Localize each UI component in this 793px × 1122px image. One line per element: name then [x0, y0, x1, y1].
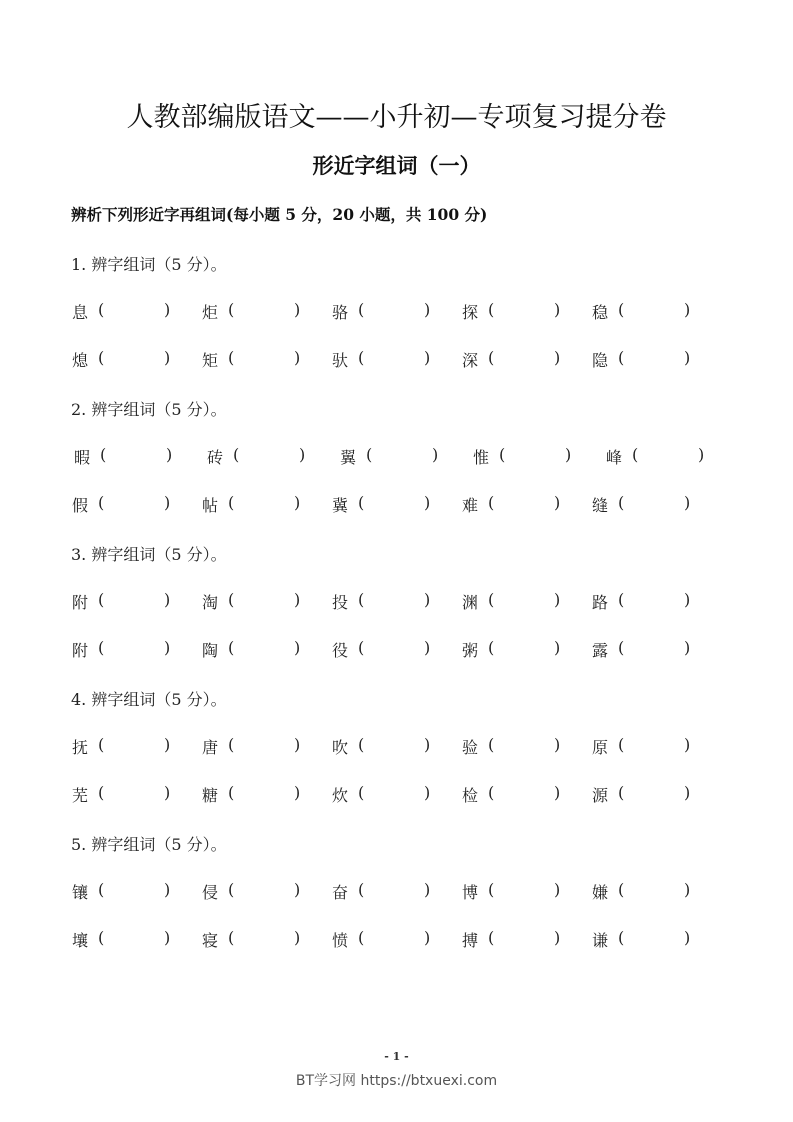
target-character: 深 — [462, 351, 479, 370]
open-paren: ( — [98, 880, 105, 899]
target-character: 探 — [462, 303, 479, 322]
target-character: 稳 — [592, 303, 609, 322]
open-paren: ( — [358, 735, 365, 754]
target-character: 陶 — [202, 641, 219, 660]
character-row — [0, 300, 793, 324]
target-character: 芜 — [72, 786, 89, 805]
character-row — [0, 493, 793, 517]
target-character: 吹 — [332, 738, 349, 757]
close-paren: ) — [294, 348, 301, 367]
target-character: 隐 — [592, 351, 609, 370]
target-character: 源 — [592, 786, 609, 805]
close-paren: ) — [424, 880, 431, 899]
question-heading: 3. 辨字组词（5 分）。 — [71, 545, 227, 564]
close-paren: ) — [164, 735, 171, 754]
open-paren: ( — [488, 590, 495, 609]
open-paren: ( — [618, 493, 625, 512]
open-paren: ( — [618, 300, 625, 319]
close-paren: ) — [166, 445, 173, 464]
target-character: 寝 — [202, 931, 219, 950]
open-paren: ( — [488, 493, 495, 512]
instructions: 辨析下列形近字再组词(每小题 5 分，20 小题，共 100 分) — [71, 205, 488, 224]
open-paren: ( — [98, 590, 105, 609]
close-paren: ) — [164, 638, 171, 657]
open-paren: ( — [358, 928, 365, 947]
open-paren: ( — [98, 493, 105, 512]
question-heading: 2. 辨字组词（5 分）。 — [71, 400, 227, 419]
close-paren: ) — [698, 445, 705, 464]
close-paren: ) — [164, 300, 171, 319]
target-character: 检 — [462, 786, 479, 805]
open-paren: ( — [488, 735, 495, 754]
open-paren: ( — [228, 493, 235, 512]
open-paren: ( — [366, 445, 373, 464]
target-character: 愤 — [332, 931, 349, 950]
character-row — [0, 348, 793, 372]
open-paren: ( — [358, 493, 365, 512]
target-character: 镶 — [72, 883, 89, 902]
close-paren: ) — [294, 880, 301, 899]
open-paren: ( — [98, 638, 105, 657]
target-character: 奋 — [332, 883, 349, 902]
open-paren: ( — [618, 638, 625, 657]
open-paren: ( — [358, 783, 365, 802]
target-character: 粥 — [462, 641, 479, 660]
target-character: 驮 — [332, 351, 349, 370]
open-paren: ( — [228, 880, 235, 899]
close-paren: ) — [294, 300, 301, 319]
open-paren: ( — [98, 735, 105, 754]
target-character: 翼 — [340, 448, 357, 467]
open-paren: ( — [488, 638, 495, 657]
close-paren: ) — [684, 880, 691, 899]
open-paren: ( — [618, 880, 625, 899]
close-paren: ) — [294, 735, 301, 754]
close-paren: ) — [554, 928, 561, 947]
question-heading: 4. 辨字组词（5 分）。 — [71, 690, 227, 709]
open-paren: ( — [618, 783, 625, 802]
close-paren: ) — [294, 590, 301, 609]
open-paren: ( — [618, 590, 625, 609]
target-character: 投 — [332, 593, 349, 612]
close-paren: ) — [684, 590, 691, 609]
target-character: 骆 — [332, 303, 349, 322]
question-heading: 5. 辨字组词（5 分）。 — [71, 835, 227, 854]
open-paren: ( — [228, 735, 235, 754]
target-character: 渊 — [462, 593, 479, 612]
target-character: 峰 — [606, 448, 623, 467]
open-paren: ( — [632, 445, 639, 464]
target-character: 暇 — [74, 448, 91, 467]
close-paren: ) — [684, 348, 691, 367]
target-character: 帖 — [202, 496, 219, 515]
close-paren: ) — [294, 493, 301, 512]
open-paren: ( — [488, 783, 495, 802]
target-character: 惟 — [473, 448, 490, 467]
target-character: 博 — [462, 883, 479, 902]
character-row — [0, 735, 793, 759]
open-paren: ( — [618, 735, 625, 754]
open-paren: ( — [228, 783, 235, 802]
target-character: 缝 — [592, 496, 609, 515]
target-character: 嫌 — [592, 883, 609, 902]
close-paren: ) — [424, 493, 431, 512]
target-character: 路 — [592, 593, 609, 612]
character-row — [0, 638, 793, 662]
target-character: 侵 — [202, 883, 219, 902]
close-paren: ) — [554, 783, 561, 802]
target-character: 露 — [592, 641, 609, 660]
close-paren: ) — [554, 348, 561, 367]
open-paren: ( — [98, 300, 105, 319]
close-paren: ) — [424, 735, 431, 754]
target-character: 矩 — [202, 351, 219, 370]
close-paren: ) — [299, 445, 306, 464]
open-paren: ( — [618, 928, 625, 947]
open-paren: ( — [358, 638, 365, 657]
close-paren: ) — [424, 928, 431, 947]
open-paren: ( — [228, 638, 235, 657]
close-paren: ) — [424, 638, 431, 657]
target-character: 验 — [462, 738, 479, 757]
watermark: BT学习网 https://btxuexi.com — [295, 1073, 498, 1089]
target-character: 息 — [72, 303, 89, 322]
page-title: 人教部编版语文——小升初—专项复习提分卷 — [126, 102, 667, 133]
target-character: 难 — [462, 496, 479, 515]
target-character: 炊 — [332, 786, 349, 805]
open-paren: ( — [358, 348, 365, 367]
open-paren: ( — [358, 300, 365, 319]
target-character: 熄 — [72, 351, 89, 370]
close-paren: ) — [164, 493, 171, 512]
character-row — [0, 590, 793, 614]
open-paren: ( — [488, 348, 495, 367]
character-row — [0, 445, 793, 469]
target-character: 原 — [592, 738, 609, 757]
close-paren: ) — [164, 928, 171, 947]
close-paren: ) — [684, 928, 691, 947]
character-row — [0, 783, 793, 807]
close-paren: ) — [164, 880, 171, 899]
target-character: 冀 — [332, 496, 349, 515]
close-paren: ) — [565, 445, 572, 464]
close-paren: ) — [164, 783, 171, 802]
close-paren: ) — [684, 493, 691, 512]
target-character: 役 — [332, 641, 349, 660]
target-character: 搏 — [462, 931, 479, 950]
target-character: 壤 — [72, 931, 89, 950]
sub-title: 形近字组词（一） — [312, 153, 481, 178]
character-row — [0, 880, 793, 904]
open-paren: ( — [228, 348, 235, 367]
open-paren: ( — [228, 928, 235, 947]
close-paren: ) — [294, 928, 301, 947]
target-character: 附 — [72, 641, 89, 660]
close-paren: ) — [164, 590, 171, 609]
target-character: 糖 — [202, 786, 219, 805]
target-character: 抚 — [72, 738, 89, 757]
target-character: 淘 — [202, 593, 219, 612]
target-character: 炬 — [202, 303, 219, 322]
target-character: 砖 — [207, 448, 224, 467]
close-paren: ) — [554, 880, 561, 899]
open-paren: ( — [98, 928, 105, 947]
open-paren: ( — [488, 928, 495, 947]
open-paren: ( — [233, 445, 240, 464]
close-paren: ) — [684, 638, 691, 657]
close-paren: ) — [684, 300, 691, 319]
close-paren: ) — [554, 735, 561, 754]
target-character: 附 — [72, 593, 89, 612]
target-character: 假 — [72, 496, 89, 515]
close-paren: ) — [684, 735, 691, 754]
target-character: 唐 — [202, 738, 219, 757]
close-paren: ) — [164, 348, 171, 367]
close-paren: ) — [554, 590, 561, 609]
open-paren: ( — [488, 300, 495, 319]
page-number: - 1 - — [384, 1050, 409, 1063]
close-paren: ) — [294, 783, 301, 802]
open-paren: ( — [98, 783, 105, 802]
close-paren: ) — [424, 348, 431, 367]
close-paren: ) — [554, 638, 561, 657]
open-paren: ( — [358, 590, 365, 609]
close-paren: ) — [424, 783, 431, 802]
open-paren: ( — [228, 300, 235, 319]
open-paren: ( — [100, 445, 107, 464]
close-paren: ) — [554, 300, 561, 319]
close-paren: ) — [424, 590, 431, 609]
target-character: 谦 — [592, 931, 609, 950]
close-paren: ) — [424, 300, 431, 319]
close-paren: ) — [684, 783, 691, 802]
open-paren: ( — [618, 348, 625, 367]
close-paren: ) — [554, 493, 561, 512]
close-paren: ) — [294, 638, 301, 657]
open-paren: ( — [228, 590, 235, 609]
open-paren: ( — [98, 348, 105, 367]
question-heading: 1. 辨字组词（5 分）。 — [71, 255, 227, 274]
character-row — [0, 928, 793, 952]
open-paren: ( — [488, 880, 495, 899]
open-paren: ( — [499, 445, 506, 464]
close-paren: ) — [432, 445, 439, 464]
open-paren: ( — [358, 880, 365, 899]
